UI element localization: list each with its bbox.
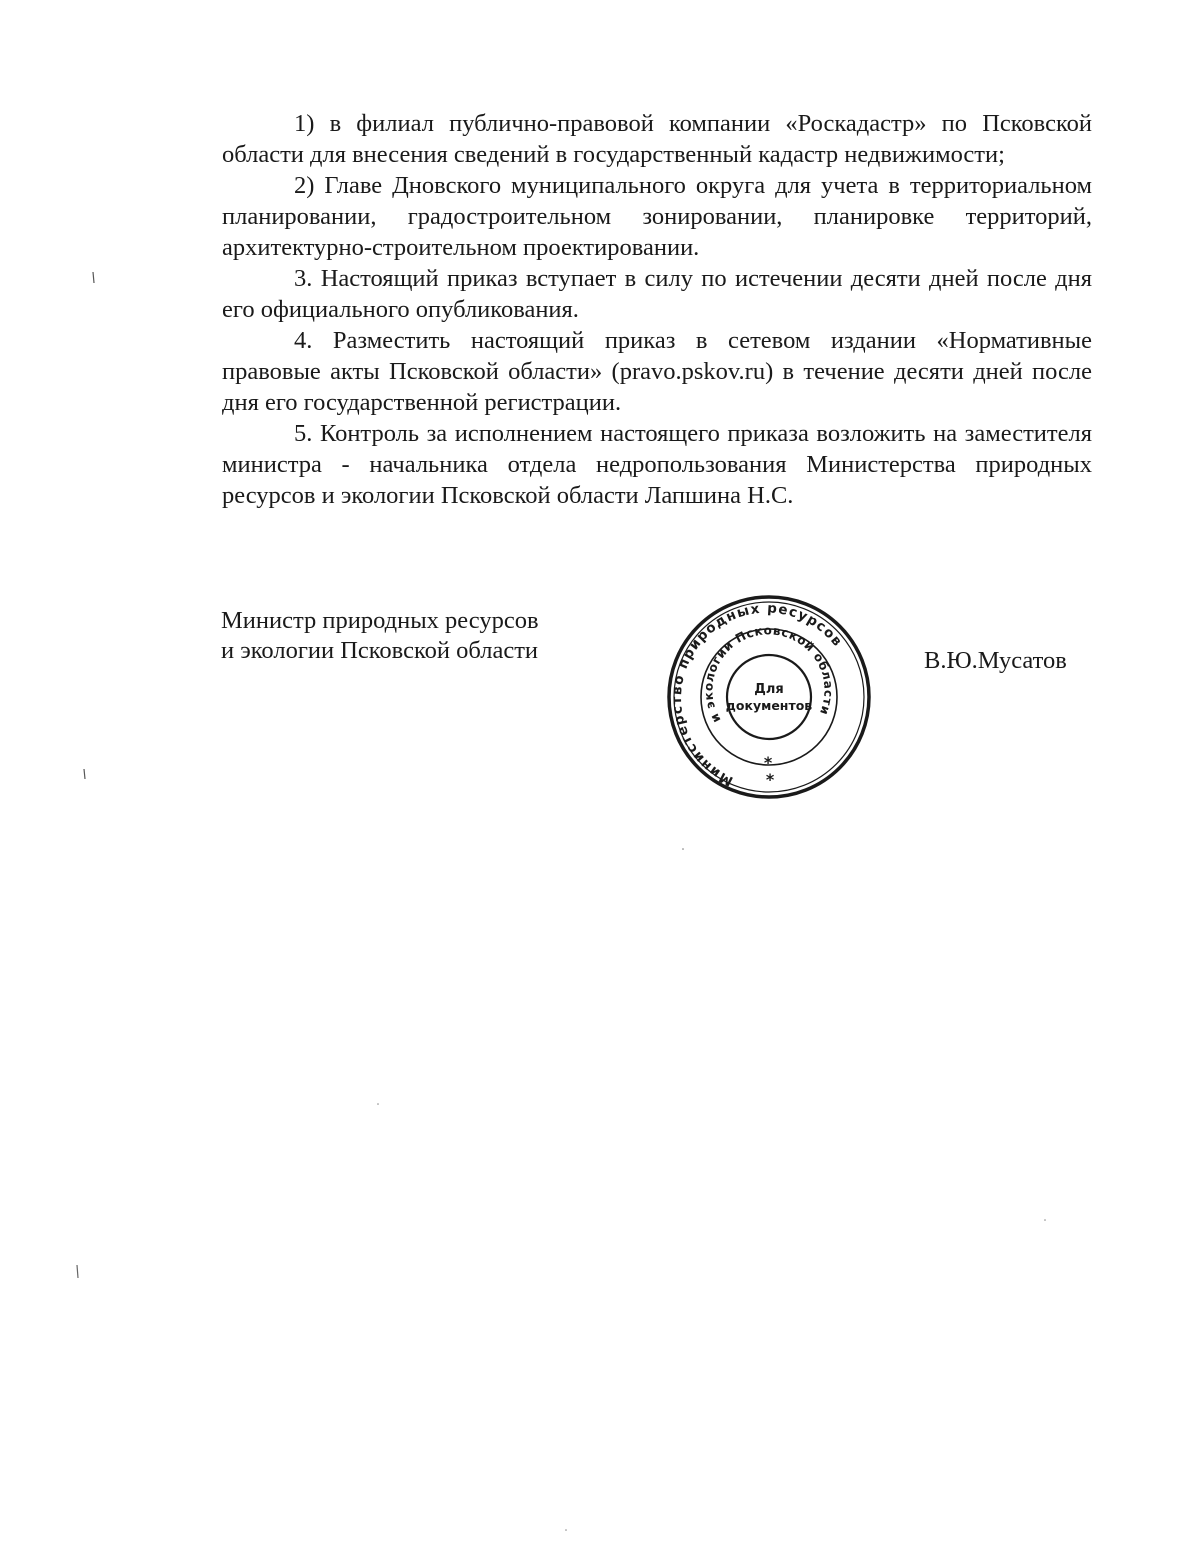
- paragraph-2: 2) Главе Дновского муниципального округа для учета в территориальном планировании, градостроительном зонировании, планировке территорий, архитектурно-строительном проектировании.: [222, 172, 1092, 261]
- paragraph-4: 4. Разместить настоящий приказ в сетевом издании «Нормативные правовые акты Псковской области» (pravo.pskov.ru) в течение десяти дней после дня его государственной регистрации.: [222, 327, 1092, 416]
- seal-star-upper: *: [763, 753, 773, 772]
- signer-title-line-1: Министр природных ресурсов: [221, 607, 539, 634]
- seal-graphic: [664, 592, 874, 802]
- seal-star-lower: *: [765, 770, 775, 789]
- seal-center-line-1: Для: [754, 682, 784, 697]
- document-body: [222, 108, 1092, 511]
- signer-name: В.Ю.Мусатов: [924, 647, 1067, 674]
- paragraph-3: 3. Настоящий приказ вступает в силу по истечении десяти дней после дня его официального опубликования.: [222, 265, 1092, 323]
- seal-inner-ring: [727, 655, 811, 739]
- seal-outer-text: Министерство природных ресурсов: [668, 600, 846, 789]
- paragraph-5: 5. Контроль за исполнением настоящего приказа возложить на заместителя министра - начальника отдела недропользования Министерства природных ресурсов и экологии Псковской области Лапшина Н.С.: [222, 420, 1092, 509]
- signer-title-line-2: и экологии Псковской области: [221, 637, 539, 664]
- paragraph-1: 1) в филиал публично-правовой компании «Роскадастр» по Псковской области для внесения сведений в государственный кадастр недвижимости;: [222, 110, 1092, 168]
- seal-inner-text: и экологии Псковской области: [701, 623, 836, 726]
- seal-center-line-2: документов: [725, 698, 813, 713]
- official-seal: [664, 592, 874, 802]
- signer-title: [221, 606, 601, 666]
